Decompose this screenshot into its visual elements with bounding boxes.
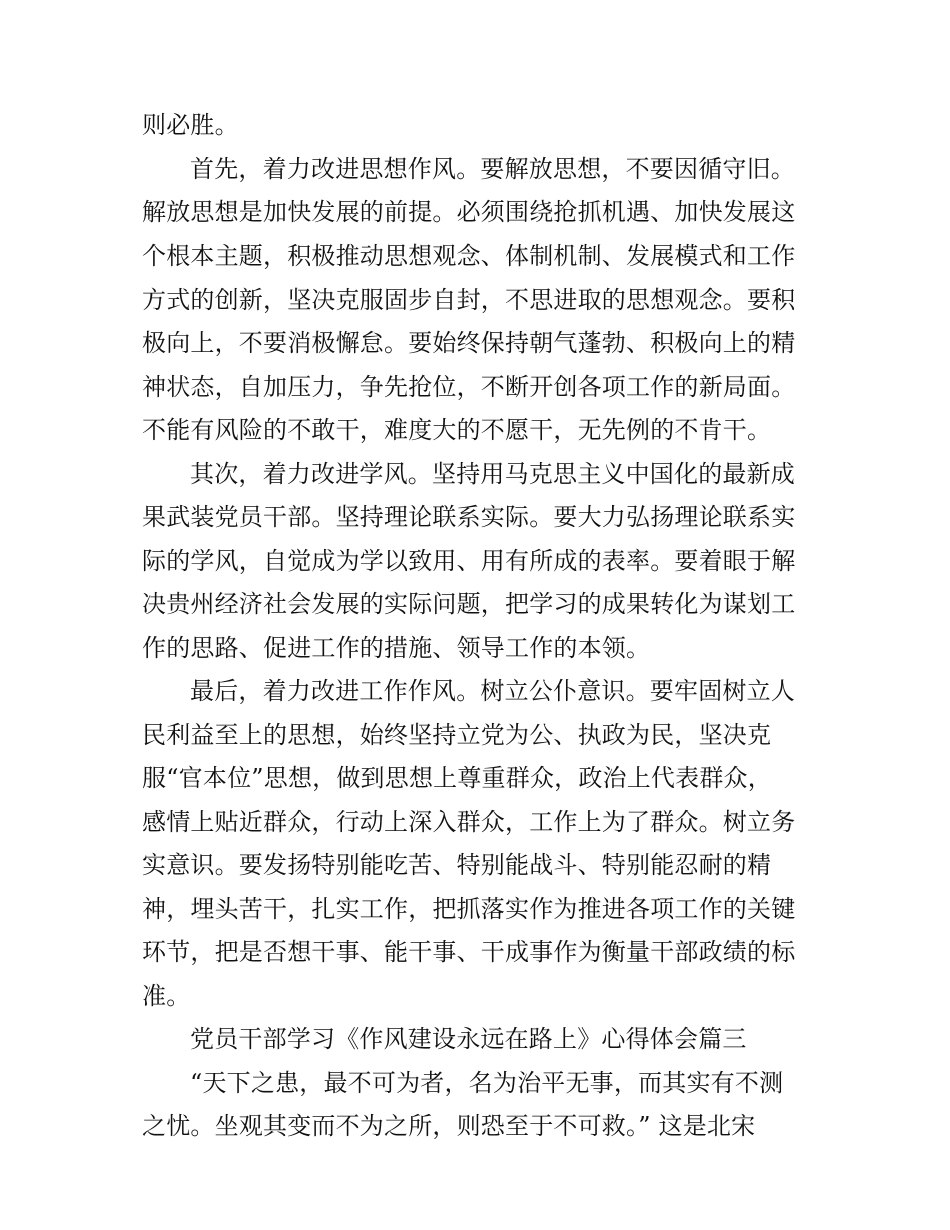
- text-line: 方式的创新，坚决克服固步自封，不思进取的思想观念。要积: [142, 286, 796, 314]
- text-line: 个根本主题，积极推动思想观念、体制机制、发展模式和工作: [142, 242, 796, 270]
- paragraph-first-line: “天下之患，最不可为者，名为治平无事，而其实有不测: [190, 1069, 784, 1097]
- text-line: 之忧。坐观其变而不为之所，则恐至于不可救。” 这是北宋: [142, 1112, 756, 1140]
- text-line: 服“官本位”思想，做到思想上尊重群众，政治上代表群众，: [142, 764, 772, 792]
- text-line: 不能有风险的不敢干，难度大的不愿干，无先例的不肯干。: [142, 416, 772, 444]
- text-line: 实意识。要发扬特别能吃苦、特别能战斗、特别能忍耐的精: [142, 851, 772, 879]
- section-heading: 党员干部学习《作风建设永远在路上》心得体会篇三: [190, 1025, 747, 1053]
- text-line: 感情上贴近群众，行动上深入群众，工作上为了群众。树立务: [142, 808, 796, 836]
- text-line: 作的思路、促进工作的措施、领导工作的本领。: [142, 634, 651, 662]
- text-line: 民利益至上的思想，始终坚持立党为公、执政为民，坚决克: [142, 721, 772, 749]
- paragraph-first-line: 首先，着力改进思想作风。要解放思想，不要因循守旧。: [190, 155, 795, 183]
- text-line: 环节，把是否想干事、能干事、干成事作为衡量干部政绩的标: [142, 938, 796, 966]
- text-line: 神，埋头苦干，扎实工作，把抓落实作为推进各项工作的关键: [142, 895, 796, 923]
- text-line: 果武装党员干部。坚持理论联系实际。要大力弘扬理论联系实: [142, 503, 796, 531]
- text-line: 则必胜。: [142, 111, 239, 139]
- text-line: 准。: [142, 982, 191, 1010]
- text-line: 神状态，自加压力，争先抢位，不断开创各项工作的新局面。: [142, 373, 796, 401]
- paragraph-first-line: 最后，着力改进工作作风。树立公仆意识。要牢固树立人: [190, 677, 795, 705]
- text-line: 极向上，不要消极懈怠。要始终保持朝气蓬勃、积极向上的精: [142, 329, 796, 357]
- text-line: 际的学风，自觉成为学以致用、用有所成的表率。要着眼于解: [142, 547, 796, 575]
- text-line: 决贵州经济社会发展的实际问题，把学习的成果转化为谋划工: [142, 590, 796, 618]
- paragraph-first-line: 其次，着力改进学风。坚持用马克思主义中国化的最新成: [190, 460, 795, 488]
- text-line: 解放思想是加快发展的前提。必须围绕抢抓机遇、加快发展这: [142, 198, 796, 226]
